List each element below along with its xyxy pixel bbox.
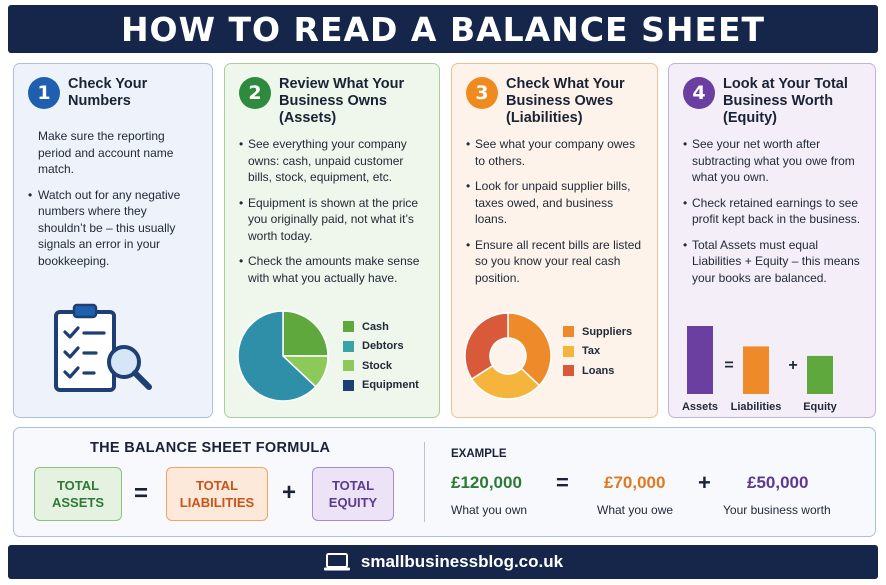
example-plus-sign: + — [698, 470, 711, 495]
legend-label: Debtors — [362, 340, 404, 353]
page-title: HOW TO READ A BALANCE SHEET — [120, 9, 766, 49]
equity-bar-chart — [679, 316, 859, 414]
step-bullet: • Check retained earnings to see profit kept back in the business. — [683, 195, 861, 228]
example-assets-amount: £120,000 — [451, 473, 522, 492]
footer-url[interactable]: smallbusinessblog.co.uk — [360, 552, 564, 571]
step-card-2 — [224, 63, 440, 418]
step-number-badge: 4 — [683, 77, 715, 109]
total-assets-box: TOTAL ASSETS — [34, 467, 122, 521]
clipboard-magnifier-icon — [52, 302, 162, 402]
legend-item-loans — [563, 361, 632, 381]
step-title: Check What Your Business Owes (Liabilities) — [506, 76, 625, 126]
assets-pie-chart — [237, 310, 329, 402]
legend-label: Suppliers — [582, 325, 633, 338]
total-equity-box: TOTAL EQUITY — [312, 467, 394, 521]
legend-swatch — [343, 321, 354, 332]
step-title: Look at Your Total Business Worth (Equity) — [723, 76, 848, 126]
legend-label: Equipment — [362, 379, 419, 392]
bar-label-equity: Equity — [803, 401, 837, 413]
step-bullet: • Ensure all recent bills are listed so you know your real cash position. — [466, 237, 643, 287]
formula-divider — [424, 442, 425, 522]
example-equals-sign: = — [556, 470, 569, 495]
equals-sign: = — [134, 480, 149, 507]
step-bullet: • Check the amounts make sense with what you actually have. — [239, 253, 425, 286]
step-title: Review What Your Business Owns (Assets) — [279, 76, 405, 126]
total-liabilities-box: TOTAL LIABILITIES — [166, 467, 268, 521]
legend-item-suppliers — [563, 322, 632, 342]
step-card-1 — [13, 63, 213, 418]
legend-swatch — [563, 365, 574, 376]
step-bullet: • Watch out for any negative numbers where they shouldn’t be – this usually signals an error in your bookkeeping. — [28, 187, 198, 270]
step-number-badge: 2 — [239, 77, 271, 109]
example-liabilities-amount: £70,000 — [604, 473, 666, 492]
bar-label-liabilities: Liabilities — [730, 401, 782, 413]
step-number-badge: 1 — [28, 77, 60, 109]
legend-label: Stock — [362, 359, 392, 372]
step-card-3 — [451, 63, 658, 418]
step-bullet: • Total Assets must equal Liabilities + Equity – this means your books are balanced. — [683, 237, 861, 287]
legend-item-debtors — [343, 337, 419, 357]
bar-equals-sign: = — [724, 357, 734, 374]
step-bullet: • See your net worth after subtracting what you owe from what you own. — [683, 136, 861, 186]
bar-equity — [807, 356, 833, 394]
slice-loans — [465, 313, 508, 379]
legend-item-equipment — [343, 376, 419, 396]
liabilities-legend — [563, 322, 632, 381]
slice-cash — [283, 311, 328, 356]
legend-swatch — [343, 341, 354, 352]
step-bullet: • See everything your company owns: cash, unpaid customer bills, stock, equipment, etc. — [239, 136, 425, 186]
example-label: EXAMPLE — [451, 448, 507, 460]
bar-plus-sign: + — [788, 357, 798, 374]
step-card-4 — [668, 63, 876, 418]
step-bullet: • Look for unpaid supplier bills, taxes owed, and business loans. — [466, 178, 643, 228]
legend-swatch — [563, 326, 574, 337]
step-bullet: • See what your company owes to others. — [466, 136, 643, 169]
legend-label: Loans — [582, 364, 615, 377]
formula-panel — [13, 427, 876, 537]
legend-swatch — [343, 380, 354, 391]
laptop-icon — [323, 552, 351, 572]
step-number-badge: 3 — [466, 77, 498, 109]
page-header — [8, 5, 878, 53]
bar-liabilities — [743, 346, 769, 394]
example-assets-caption: What you own — [451, 503, 528, 517]
step-title: Check Your Numbers — [68, 76, 148, 109]
step-text: Make sure the reporting period and account name match. — [38, 129, 174, 176]
plus-sign: + — [282, 479, 297, 506]
step-bullet: • Equipment is shown at the price you originally paid, not what it’s worth today. — [239, 195, 425, 245]
legend-label: Cash — [362, 320, 389, 333]
liabilities-donut-chart — [464, 312, 552, 400]
legend-item-stock — [343, 356, 419, 376]
example-equity-amount: £50,000 — [747, 473, 809, 492]
assets-legend — [343, 317, 419, 395]
legend-item-tax — [563, 342, 632, 362]
legend-swatch — [343, 360, 354, 371]
bar-assets — [687, 326, 713, 394]
legend-label: Tax — [582, 345, 601, 358]
legend-swatch — [563, 346, 574, 357]
page-footer — [8, 545, 878, 579]
example-equity-caption: Your business worth — [723, 503, 831, 517]
formula-title: THE BALANCE SHEET FORMULA — [90, 440, 331, 456]
example-liabilities-caption: What you owe — [597, 503, 674, 517]
legend-item-cash — [343, 317, 419, 337]
bar-label-assets: Assets — [681, 401, 719, 413]
